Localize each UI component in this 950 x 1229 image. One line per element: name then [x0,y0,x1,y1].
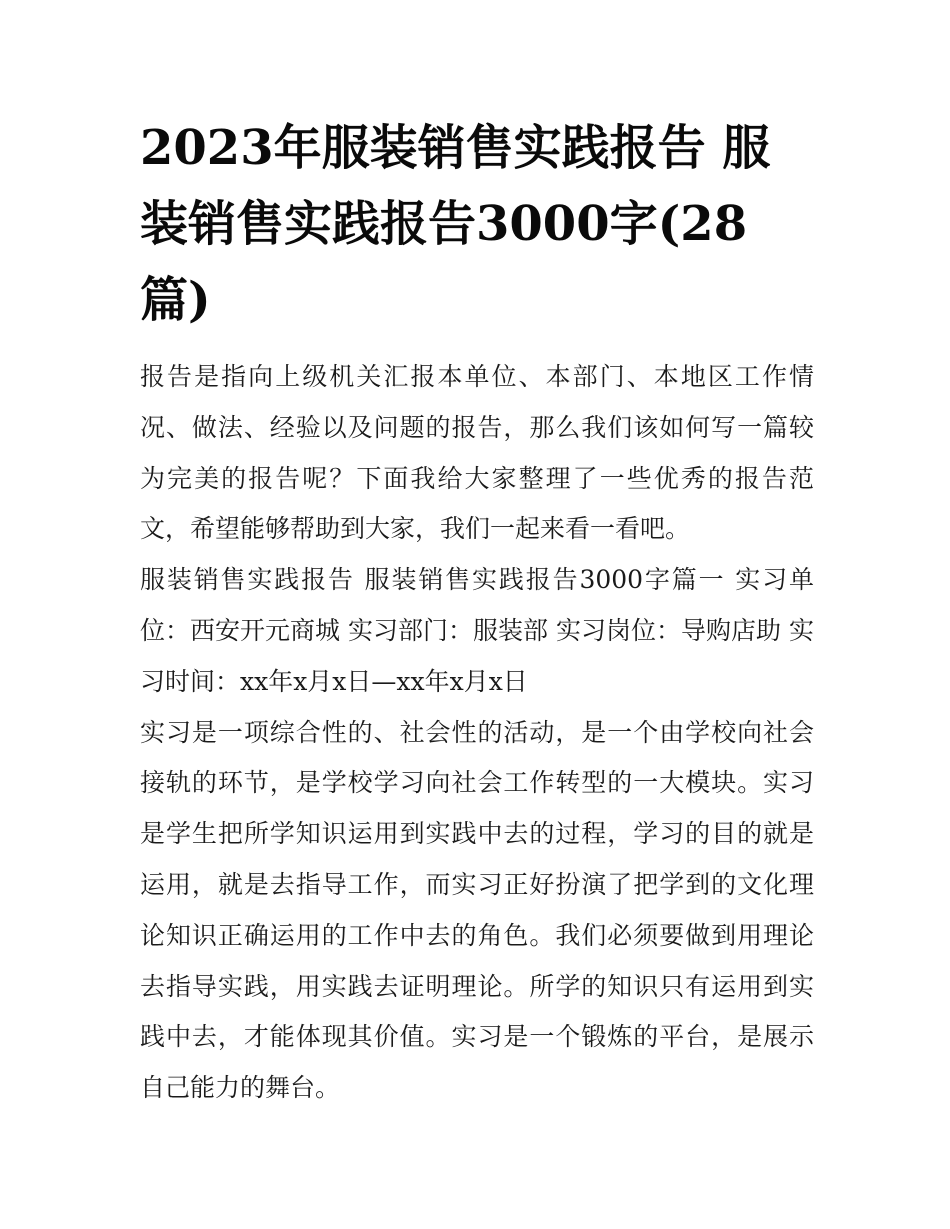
document-title: 2023年服装销售实践报告 服装销售实践报告3000字(28篇) [140,120,771,328]
internship-description-paragraph: 实习是一项综合性的、社会性的活动，是一个由学校向社会接轨的环节，是学校学习向社会工作转型的一大模块。实习是学生把所学知识运用到实践中去的过程，学习的目的就是运用，就是去指导工作，而实习正好扮演了把学到的文化理论知识正确运用的工作中去的角色。我们必须要做到用理论去指导实践，用实践去证明理论。所学的知识只有运用到实践中去，才能体现其价值。实习是一个锻炼的平台，是展示自己能力的舞台。 [140,717,814,1103]
intro-paragraph: 报告是指向上级机关汇报本单位、本部门、本地区工作情况、做法、经验以及问题的报告，那么我们该如何写一篇较为完美的报告呢？下面我给大家整理了一些优秀的报告范文，希望能够帮助到大家，我们一起来看一看吧。 [140,362,814,544]
internship-info-paragraph: 服装销售实践报告 服装销售实践报告3000字篇一 实习单位：西安开元商城 实习部门：服装部 实习岗位：导购店助 实习时间：xx年x月x日—xx年x月x日 [140,565,814,696]
document-body [140,110,814,1114]
